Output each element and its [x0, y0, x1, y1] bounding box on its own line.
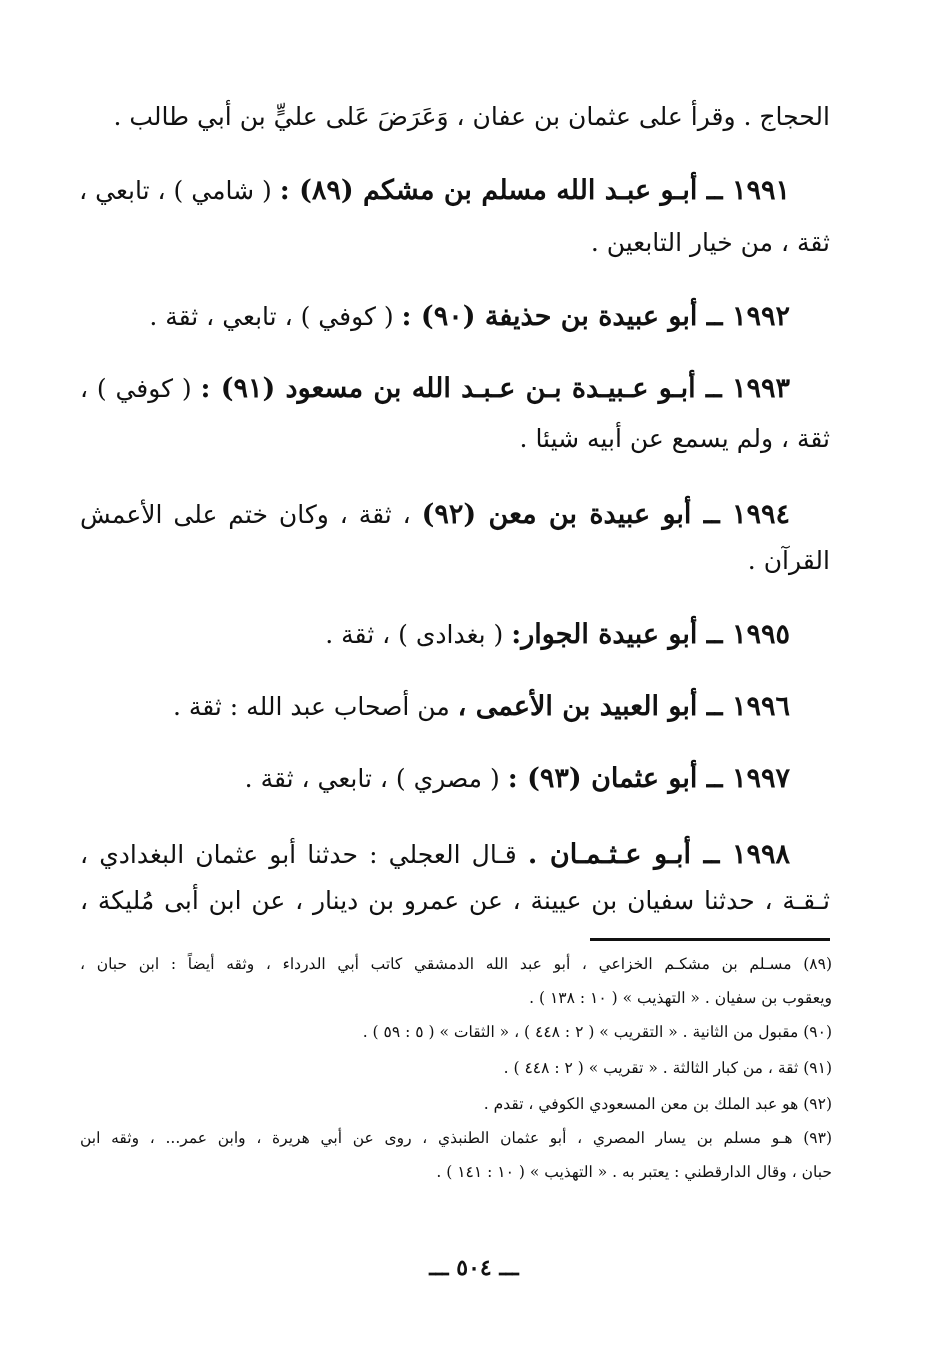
entry-1994: [80, 498, 790, 532]
entry-heading: ١٩٩٣ ــ أبـو عـبيـدة بـن عـبـد الله بن مسعود (٩١) :: [200, 373, 790, 404]
entry-heading: ١٩٩٥ ــ أبو عبيدة الجوار:: [511, 619, 790, 650]
entry-1992: [80, 300, 790, 334]
entry-text: ، ثقة ، وكان ختم على الأعمش: [80, 500, 422, 529]
footnote-divider: [590, 938, 830, 941]
entry-text: ( شامي ) ، تابعي ،: [79, 176, 280, 205]
entry-1998: [80, 838, 790, 872]
entry-1996: [80, 690, 790, 724]
entry-text: ( كوفي ) ،: [80, 374, 201, 403]
entry-1991: [80, 174, 790, 208]
footnote-92: (٩٢) هو عبد الملك بن معن المسعودي الكوفي ، تقدم .: [483, 1095, 832, 1113]
entry-heading: ١٩٩٦ ــ أبو العبيد بن الأعمى ،: [457, 691, 790, 722]
entry-text: ( كوفي ) ، تابعي ، ثقة .: [149, 302, 402, 331]
entry-1995: [80, 618, 790, 652]
entry-continuation: ثقة ، من خيار التابعين .: [590, 228, 830, 257]
footnote-89-continuation: ويعقوب بن سفيان . « التهذيب » ( ١٠ : ١٣٨ ) .: [529, 989, 832, 1007]
entry-1997: [80, 762, 790, 796]
entry-continuation: ثـقـة ، حدثنا سفيان بن عيينة ، عن عمرو بن دينار ، عن ابن أبى مُليكة ،: [80, 886, 830, 915]
entry-text: قـال العجلي : حدثنا أبو عثمان البغدادي ،: [80, 840, 528, 869]
entry-text: من أصحاب عبد الله : ثقة .: [172, 692, 458, 721]
entry-1993: [80, 372, 790, 406]
footnote-89: (٨٩) مسـلم بن مشكـم الخزاعي ، أبو عبد الله الدمشقي كاتب أبي الدرداء ، وثقه أيضاً : ابن حبان ،: [80, 955, 832, 973]
entry-heading: ١٩٩١ ــ أبـو عبـد الله مسلم بن مشكم (٨٩) :: [279, 175, 790, 206]
text-line: الحجاج . وقرأ على عثمان بن عفان ، وَعَرَضَ عَلى عليٍّ بن أبي طالب .: [113, 102, 830, 131]
entry-text: ( مصري ) ، تابعي ، ثقة .: [244, 764, 508, 793]
entry-continuation: القرآن .: [747, 546, 830, 575]
entry-continuation: ثقة ، ولم يسمع عن أبيه شيئا .: [519, 424, 830, 453]
entry-heading: ١٩٩٢ ــ أبو عبيدة بن حذيفة (٩٠) :: [401, 301, 790, 332]
entry-heading: ١٩٩٤ ــ أبو عبيدة بن معن (٩٢): [421, 499, 790, 530]
footnote-93-continuation: حبان ، وقال الدارقطني : يعتبر به . « التهذيب » ( ١٠ : ١٤١ ) .: [436, 1163, 832, 1181]
entry-heading: ١٩٩٧ ــ أبو عثمان (٩٣) :: [507, 763, 790, 794]
entry-heading: ١٩٩٨ ــ أبـو عـثـمـان .: [527, 839, 790, 870]
footnote-93: (٩٣) هـو مسلم بن يسار المصري ، أبو عثمان الطنبذي ، روى عن أبي هريرة ، وابن عمر... ، وثقه ابن: [80, 1129, 832, 1147]
footnote-90: (٩٠) مقبول من الثانية . « التقريب » ( ٢ : ٤٤٨ ) ، « الثقات » ( ٥ : ٥٩ ) .: [362, 1023, 832, 1041]
footnote-91: (٩١) ثقة ، من كبار الثالثة . « تقريب » ( ٢ : ٤٤٨ ) .: [503, 1059, 832, 1077]
entry-text: ( بغدادى ) ، ثقة .: [325, 620, 512, 649]
page-number: ـــ ٥٠٤ ـــ: [429, 1255, 519, 1281]
